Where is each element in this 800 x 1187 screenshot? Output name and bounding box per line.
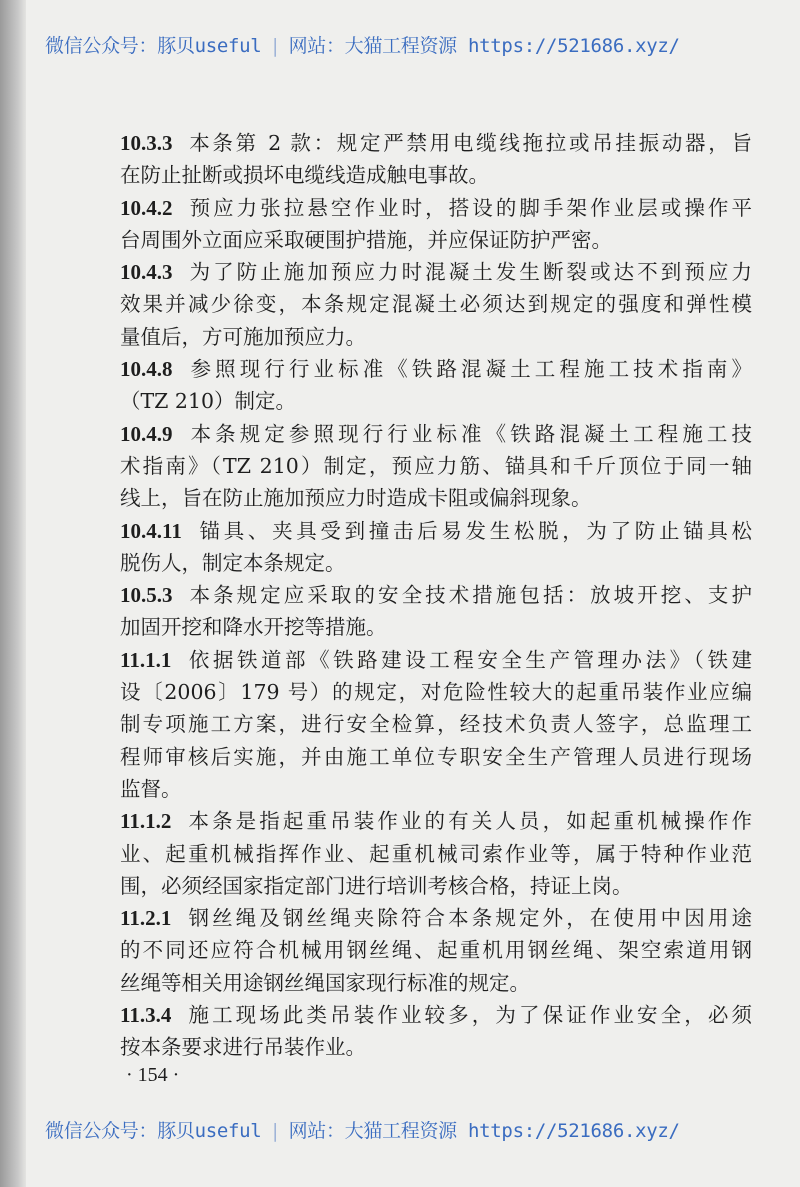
clause-text: 钢丝绳及钢丝绳夹除符合本条规定外，在使用中因用途 <box>185 906 752 931</box>
clause-text: 为了防止施加预应力时混凝土发生断裂或达不到预应力 <box>186 260 752 285</box>
clause-number: 11.1.1 <box>120 647 172 672</box>
text-line <box>120 256 752 288</box>
clause-paragraph <box>120 515 752 580</box>
clause-text: 丝绳等相关用途钢丝绳国家现行标准的规定。 <box>120 970 530 995</box>
clause-text: 加固开挖和降水开挖等措施。 <box>120 615 387 640</box>
watermark-bottom <box>45 1116 680 1143</box>
clause-text: 效果并减少徐变，本条规定混凝土必须达到规定的强度和弹性模 <box>120 292 752 317</box>
text-line <box>120 482 752 514</box>
text-line <box>120 192 752 224</box>
text-line <box>120 611 752 643</box>
clause-text: 在防止扯断或损坏电缆线造成触电事故。 <box>120 163 489 188</box>
watermark-separator: | <box>269 1120 281 1142</box>
text-line <box>120 321 752 353</box>
text-line <box>120 353 752 385</box>
clause-number: 11.3.4 <box>120 1003 172 1028</box>
document-body <box>120 127 752 1064</box>
clause-text: 依据铁道部《铁路建设工程安全生产管理办法》（铁建 <box>185 647 752 672</box>
text-line <box>120 838 752 870</box>
text-line <box>120 418 752 450</box>
text-line <box>120 644 752 676</box>
text-line <box>120 579 752 611</box>
text-line <box>120 676 752 708</box>
clause-paragraph <box>120 127 752 192</box>
clause-text: 锚具、夹具受到撞击后易发生松脱，为了防止锚具松 <box>195 518 752 543</box>
clause-text: 量值后，方可施加预应力。 <box>120 324 366 349</box>
clause-text: 本条规定参照现行行业标准《铁路混凝土工程施工技 <box>186 421 752 446</box>
clause-text: 围，必须经国家指定部门进行培训考核合格，持证上岗。 <box>120 873 633 898</box>
text-line <box>120 450 752 482</box>
text-line <box>120 127 752 159</box>
watermark-wechat: 微信公众号：豚贝useful <box>45 1120 262 1142</box>
clause-number: 11.2.1 <box>120 906 172 931</box>
watermark-separator: | <box>269 35 281 57</box>
clause-text: 制专项施工方案，进行安全检算，经技术负责人签字，总监理工 <box>120 712 752 737</box>
clause-text: （TZ 210）制定。 <box>120 389 297 414</box>
watermark-site: 网站：大猫工程资源 https://521686.xyz/ <box>288 1120 680 1142</box>
page-number: · 154 · <box>126 1064 180 1086</box>
text-line <box>120 547 752 579</box>
clause-text: 预应力张拉悬空作业时，搭设的脚手架作业层或操作平 <box>186 195 752 220</box>
clause-number: 10.5.3 <box>120 583 173 608</box>
watermark-top <box>45 31 680 58</box>
text-line <box>120 967 752 999</box>
clause-paragraph <box>120 256 752 353</box>
clause-number: 10.4.2 <box>120 195 173 220</box>
clause-number: 10.4.9 <box>120 421 173 446</box>
clause-number: 10.4.3 <box>120 260 173 285</box>
clause-text: 台周围外立面应采取硬围护措施，并应保证防护严密。 <box>120 227 612 252</box>
text-line <box>120 934 752 966</box>
watermark-wechat: 微信公众号：豚贝useful <box>45 35 262 57</box>
scan-edge <box>0 0 26 1187</box>
clause-number: 10.4.8 <box>120 357 173 382</box>
clause-paragraph <box>120 805 752 902</box>
clause-text: 施工现场此类吊装作业较多，为了保证作业安全，必须 <box>185 1003 752 1028</box>
clause-text: 术指南》（TZ 210）制定，预应力筋、锚具和千斤顶位于同一轴 <box>120 453 752 478</box>
clause-text: 脱伤人，制定本条规定。 <box>120 550 346 575</box>
clause-number: 11.1.2 <box>120 809 172 834</box>
text-line <box>120 515 752 547</box>
clause-paragraph <box>120 644 752 805</box>
text-line <box>120 224 752 256</box>
text-line <box>120 708 752 740</box>
clause-paragraph <box>120 192 752 257</box>
clause-text: 本条规定应采取的安全技术措施包括：放坡开挖、支护 <box>186 583 752 608</box>
text-line <box>120 999 752 1031</box>
text-line <box>120 741 752 773</box>
text-line <box>120 870 752 902</box>
clause-number: 10.3.3 <box>120 131 173 155</box>
text-line <box>120 1031 752 1063</box>
clause-text: 设〔2006〕179 号）的规定，对危险性较大的起重吊装作业应编 <box>120 680 752 705</box>
clause-text: 本条第 2 款：规定严禁用电缆线拖拉或吊挂振动器，旨 <box>186 131 752 155</box>
clause-text: 监督。 <box>120 776 182 801</box>
clause-text: 业、起重机械指挥作业、起重机械司索作业等，属于特种作业范 <box>120 841 752 866</box>
text-line <box>120 385 752 417</box>
clause-text: 程师审核后实施，并由施工单位专职安全生产管理人员进行现场 <box>120 744 752 769</box>
clause-number: 10.4.11 <box>120 518 182 543</box>
text-line <box>120 902 752 934</box>
text-line <box>120 773 752 805</box>
text-line <box>120 159 752 191</box>
clause-text: 本条是指起重吊装作业的有关人员，如起重机械操作作 <box>185 809 752 834</box>
clause-text: 的不同还应符合机械用钢丝绳、起重机用钢丝绳、架空索道用钢 <box>120 938 752 963</box>
clause-paragraph <box>120 999 752 1064</box>
clause-text: 参照现行行业标准《铁路混凝土工程施工技术指南》 <box>186 357 752 382</box>
clause-paragraph <box>120 902 752 999</box>
text-line <box>120 288 752 320</box>
clause-paragraph <box>120 353 752 418</box>
text-line <box>120 805 752 837</box>
watermark-site: 网站：大猫工程资源 https://521686.xyz/ <box>288 35 680 57</box>
clause-paragraph <box>120 418 752 515</box>
clause-paragraph <box>120 579 752 644</box>
clause-text: 线上，旨在防止施加预应力时造成卡阻或偏斜现象。 <box>120 486 592 511</box>
clause-text: 按本条要求进行吊装作业。 <box>120 1035 366 1060</box>
